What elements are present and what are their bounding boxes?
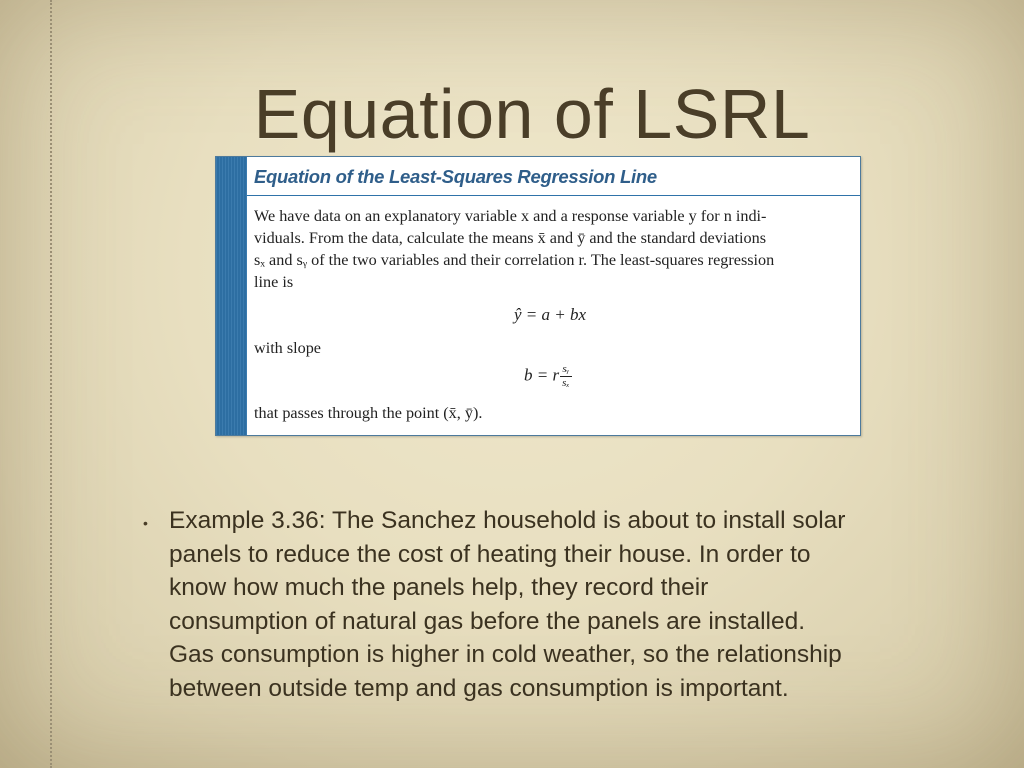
lsrl-definition-box bbox=[215, 156, 861, 436]
example-bullet-text bbox=[169, 504, 969, 705]
paragraph-line-1: We have data on an explanatory variable x and a response variable y for n indi- bbox=[254, 207, 767, 225]
slope-denominator: sₓ bbox=[562, 377, 570, 389]
paragraph-line-4: line is bbox=[254, 273, 294, 291]
with-slope-label: with slope bbox=[254, 339, 321, 357]
regression-equation: ŷ = a + bx bbox=[514, 305, 587, 324]
box-paragraph bbox=[254, 205, 858, 293]
bullet-line-4: consumption of natural gas before the panels are installed. bbox=[169, 607, 806, 635]
passes-through-label: that passes through the point (x̄, ȳ). bbox=[254, 404, 483, 422]
with-slope-text bbox=[254, 337, 858, 359]
paragraph-line-2: viduals. From the data, calculate the means x̄ and ȳ and the standard deviations bbox=[254, 229, 767, 247]
bullet-marker: • bbox=[143, 515, 148, 531]
slope-numerator: sᵧ bbox=[560, 363, 571, 377]
passes-through-text bbox=[254, 402, 858, 424]
slope-equation bbox=[524, 363, 572, 390]
box-header bbox=[247, 157, 860, 196]
bullet-line-1: Example 3.36: The Sanchez household is about to install solar bbox=[169, 507, 846, 534]
box-side-stripe bbox=[216, 157, 247, 435]
bullet-line-3: know how much the panels help, they record their bbox=[169, 574, 709, 601]
bullet-line-5: Gas consumption is higher in cold weather, so the relationship bbox=[169, 641, 842, 668]
slide-title: Equation of LSRL bbox=[253, 75, 811, 153]
slope-fraction bbox=[560, 363, 571, 390]
box-heading: Equation of the Least-Squares Regression Line bbox=[254, 166, 657, 187]
paragraph-line-3: sₓ and sᵧ of the two variables and their correlation r. The least-squares regression bbox=[254, 251, 775, 269]
bullet-line-2: panels to reduce the cost of heating their house. In order to bbox=[169, 540, 811, 568]
bullet-line-6: between outside temp and gas consumption is important. bbox=[169, 674, 789, 702]
slope-lhs: b = r bbox=[524, 365, 560, 385]
